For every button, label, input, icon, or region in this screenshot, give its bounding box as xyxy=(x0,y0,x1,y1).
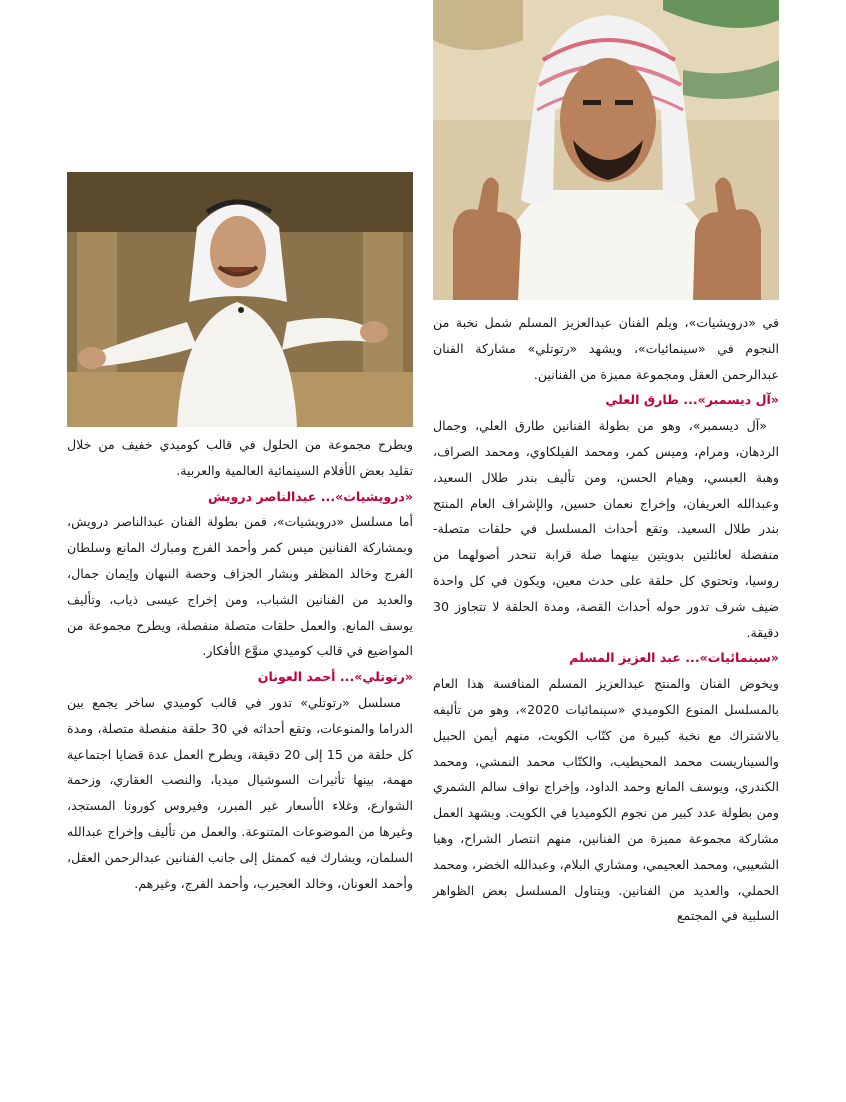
paragraph-intro-left: ويطرح مجموعة من الحلول في قالب كوميدي خفيف من خلال تقليد بعض الأفلام السينمائية العالمية والعربية. xyxy=(67,437,413,478)
heading-ratwatli: «رتوتلي»... أحمد العونان xyxy=(257,669,413,685)
heading-darwishiyat: «درويشيات»... عبدالناصر درويش xyxy=(207,488,413,504)
photo-darwish-on-stage xyxy=(67,172,413,427)
paragraph-ratwatli: مسلسل «رتوتلي» تدور في قالب كوميدي ساخر يجمع بين الدراما والمنوعات، وتقع أحداثه في 30 حلقة منفصلة متصلة، ومدة كل حلقة من 15 إلى 20 دقيقة، ويطرح العمل عدة قضايا اجتماعية مهمة، بينها تأثيرات السوشيال ميديا، والنصب العقاري، وزحمة الشوارع، وغلاء الأسعار غير المبرر، وفيروس كورونا المستجد، وغيرها من الموضوعات المتنوعة. والعمل من تأليف وإخراج عبدالله السلمان، ويشارك فيه كممثل إلى جانب الفنانين عبدالرحمن العقل، وأحمد العونان، وخالد العجيرب، وأحمد الفرج، وغيرهم. xyxy=(67,694,414,891)
left-column xyxy=(67,432,413,896)
paragraph-cinemaeyat: ويخوض الفنان والمنتج عبدالعزيز المسلم المنافسة هذا العام بالمسلسل المنوع الكوميدي «سينمائيات 2020»، وهو من تأليفه بالاشتراك مع نخبة كبيرة من كتّاب الكويت، منهم أيمن الحبيل والسيناريست محمد المحيطيب، والكتّاب محمد النمشي، ومحمد الكندري، ويوسف المانع وحمد الداود، وإخراج نواف سالم الشمري ومن بطولة عدد كبير من نجوم الكوميديا في الكويت. ويشهد العمل مشاركة مجموعة مميزة من الفنانين، منهم انتصار الشراح، وهيا الشعيبي، ومحمد العجيمي، ومشاري البلام، وعبدالله الخضر، ومحمد الحملي، والعديد من الفنانين. ويتناول المسلسل بعض الظواهر السلبية في المجتمع xyxy=(433,676,779,924)
heading-al-december: «آل ديسمبر»... طارق العلي xyxy=(605,392,779,408)
paragraph-al-december: «آل ديسمبر»، وهو من بطولة الفنانين طارق العلي، وجمال الردهان، ومرام، وميس كمر، ومحمد الفيلكاوي، ومحمد الصراف، وهبة العبسي، وهيام الحسن، ومن تأليف بندر طلال السعيد، وعبدالله العريفان، وإخراج نعمان حسين، والإشراف العام المنتج بندر طلال السعيد. وتقع أحداث المسلسل في حلقات متصلة- منفصلة لعائلتين بدويتين بينهما صلة قرابة تنحدر أصولهما من روسيا، وتحتوي كل حلقة على حدث معين، ويكون في كل واحدة ضيف شرف تدور حوله أحداث القصة، ومدة الحلقة لا تتجاوز 30 دقيقة. xyxy=(433,418,779,640)
paragraph-intro-right: في «درويشيات»، ويلم الفنان عبدالعزيز المسلم شمل نخبة من النجوم في «سينمائيات»، ويشهد «رتوتلي» مشاركة الفنان عبدالرحمن العقل ومجموعة مميزة من الفنانين. xyxy=(433,315,779,382)
paragraph-darwishiyat: أما مسلسل «درويشيات»، فمن بطولة الفنان عبدالناصر درويش، وبمشاركة الفنانين ميس كمر وأحمد الفرج ومبارك المانع وسلطان الفرج وخالد المظفر وبشار الجزاف وحصة النبهان وإيمان جمال، والعديد من الفنانين الشباب، ومن إخراج عيسى ذياب، وتأليف يوسف المانع. والعمل حلقات متصلة منفصلة، ويطرح مجموعة من المواضيع في قالب كوميدي منوَّع الأفكار. xyxy=(67,514,413,659)
heading-cinemaeyat: «سينمائيات»... عبد العزيز المسلم xyxy=(569,650,779,666)
photo-abdulaziz-thumbs-up xyxy=(433,0,779,300)
right-column xyxy=(433,310,779,929)
